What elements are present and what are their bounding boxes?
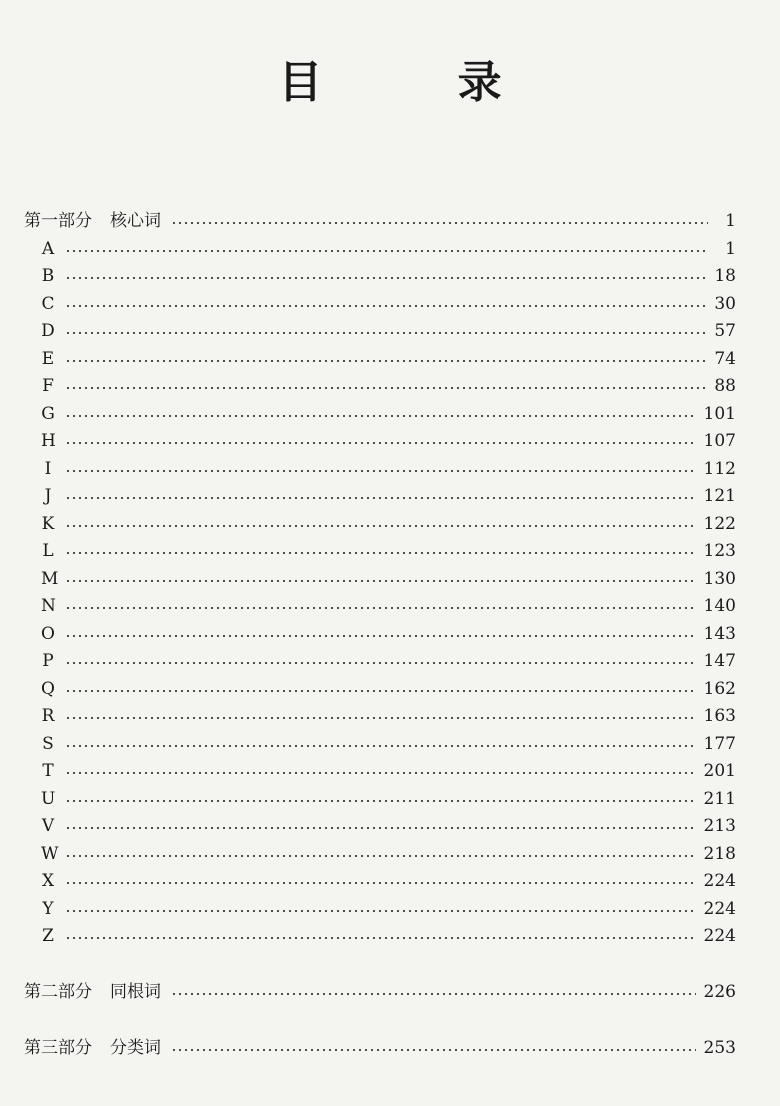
dot-leader	[65, 525, 696, 527]
dot-leader	[171, 222, 708, 224]
page-number: 74	[714, 349, 736, 369]
dot-leader	[65, 882, 696, 884]
toc-entry-letter[interactable]	[41, 676, 736, 702]
page-number: 224	[703, 926, 736, 946]
dot-leader	[65, 580, 696, 582]
page-number: 177	[703, 734, 736, 754]
part-name: 第三部分	[24, 1038, 92, 1058]
page-number: 57	[714, 321, 736, 341]
dot-leader	[65, 717, 696, 719]
dot-leader	[65, 277, 706, 279]
toc-entry-letter[interactable]	[41, 758, 736, 784]
page-number: 253	[703, 1038, 736, 1058]
dot-leader	[65, 442, 696, 444]
toc-entry-part-2[interactable]	[24, 979, 736, 1005]
page-number: 147	[703, 651, 736, 671]
toc-entry-letter[interactable]	[41, 511, 736, 537]
toc-entry-letter[interactable]	[41, 923, 736, 949]
letter-label: S	[42, 734, 54, 754]
letter-label: T	[42, 761, 54, 781]
letter-label: G	[41, 404, 55, 424]
toc-entry-letter[interactable]	[41, 841, 736, 867]
toc-entry-letter[interactable]	[41, 593, 736, 619]
toc-entry-letter[interactable]	[41, 731, 736, 757]
letter-label: O	[41, 624, 55, 644]
letter-label: D	[41, 321, 55, 341]
page-number: 123	[703, 541, 736, 561]
toc-entry-letter[interactable]	[41, 786, 736, 812]
toc-entry-letter[interactable]	[41, 428, 736, 454]
letter-label: N	[41, 596, 56, 616]
toc-entry-part-1[interactable]	[24, 208, 736, 234]
page-number: 211	[703, 789, 736, 809]
page-number: 162	[703, 679, 736, 699]
dot-leader	[65, 470, 696, 472]
page-number: 107	[703, 431, 736, 451]
letter-label: W	[41, 844, 59, 864]
toc-entry-letter[interactable]	[41, 263, 736, 289]
dot-leader	[65, 662, 696, 664]
page-number: 122	[703, 514, 736, 534]
letter-label: B	[41, 266, 55, 286]
page-number: 224	[703, 871, 736, 891]
letter-label: E	[41, 349, 55, 369]
dot-leader	[65, 855, 696, 857]
dot-leader	[65, 772, 696, 774]
part-name: 第一部分	[24, 211, 92, 231]
page-title: 目 录	[278, 57, 562, 108]
part-title: 核心词	[110, 211, 161, 231]
letter-label: Y	[42, 899, 54, 919]
page-number: 226	[703, 982, 736, 1002]
dot-leader	[171, 1049, 696, 1051]
letter-label: A	[41, 239, 55, 259]
letter-label: I	[44, 459, 52, 479]
dot-leader	[65, 607, 696, 609]
toc-entry-letter[interactable]	[41, 621, 736, 647]
dot-leader	[65, 635, 696, 637]
letter-label: X	[41, 871, 55, 891]
letter-label: R	[41, 706, 55, 726]
page-number: 30	[714, 294, 736, 314]
toc-entry-letter[interactable]	[41, 346, 736, 372]
dot-leader	[65, 827, 696, 829]
dot-leader	[65, 332, 706, 334]
page-number: 1	[725, 239, 736, 259]
dot-leader	[65, 690, 696, 692]
letter-label: K	[41, 514, 55, 534]
page-number: 1	[725, 211, 736, 231]
page-number: 112	[703, 459, 736, 479]
toc-entry-letter[interactable]	[41, 896, 736, 922]
letter-label: Z	[42, 926, 54, 946]
page-number: 143	[703, 624, 736, 644]
page-number: 140	[703, 596, 736, 616]
toc-entry-part-3[interactable]	[24, 1035, 736, 1061]
dot-leader	[65, 415, 696, 417]
dot-leader	[65, 387, 706, 389]
page-number: 18	[714, 266, 736, 286]
dot-leader	[65, 910, 696, 912]
toc-entry-letter[interactable]	[41, 456, 736, 482]
part-title: 同根词	[110, 982, 161, 1002]
page-number: 163	[703, 706, 736, 726]
letter-label: F	[42, 376, 54, 396]
toc-entry-letter[interactable]	[41, 401, 736, 427]
letter-label: H	[41, 431, 56, 451]
letter-label: C	[41, 294, 55, 314]
page-number: 201	[703, 761, 736, 781]
page-number: 121	[703, 486, 736, 506]
dot-leader	[171, 993, 696, 995]
letter-label: J	[44, 486, 52, 506]
letter-label: Q	[41, 679, 55, 699]
page-number: 218	[703, 844, 736, 864]
page-number: 88	[714, 376, 736, 396]
toc-entry-letter[interactable]	[41, 868, 736, 894]
toc-entry-letter[interactable]	[41, 236, 736, 262]
toc-entry-letter[interactable]	[41, 813, 736, 839]
letter-label: L	[42, 541, 54, 561]
toc-entry-letter[interactable]	[41, 538, 736, 564]
dot-leader	[65, 360, 706, 362]
toc-entry-letter[interactable]	[41, 373, 736, 399]
letter-label: M	[41, 569, 59, 589]
page-number: 224	[703, 899, 736, 919]
toc-entry-letter[interactable]	[41, 703, 736, 729]
dot-leader	[65, 552, 696, 554]
part-name: 第二部分	[24, 982, 92, 1002]
page-number: 130	[703, 569, 736, 589]
toc-entry-letter[interactable]	[41, 483, 736, 509]
dot-leader	[65, 250, 708, 252]
letter-label: V	[41, 816, 55, 836]
page-number: 213	[703, 816, 736, 836]
toc-entry-letter[interactable]	[41, 318, 736, 344]
dot-leader	[65, 745, 696, 747]
part-title: 分类词	[110, 1038, 161, 1058]
page-number: 101	[703, 404, 736, 424]
toc-entry-letter[interactable]	[41, 648, 736, 674]
toc-entry-letter[interactable]	[41, 291, 736, 317]
dot-leader	[65, 937, 696, 939]
letter-label: P	[42, 651, 54, 671]
toc-entry-letter[interactable]	[41, 566, 736, 592]
dot-leader	[65, 305, 706, 307]
dot-leader	[65, 497, 696, 499]
letter-label: U	[41, 789, 56, 809]
dot-leader	[65, 800, 696, 802]
